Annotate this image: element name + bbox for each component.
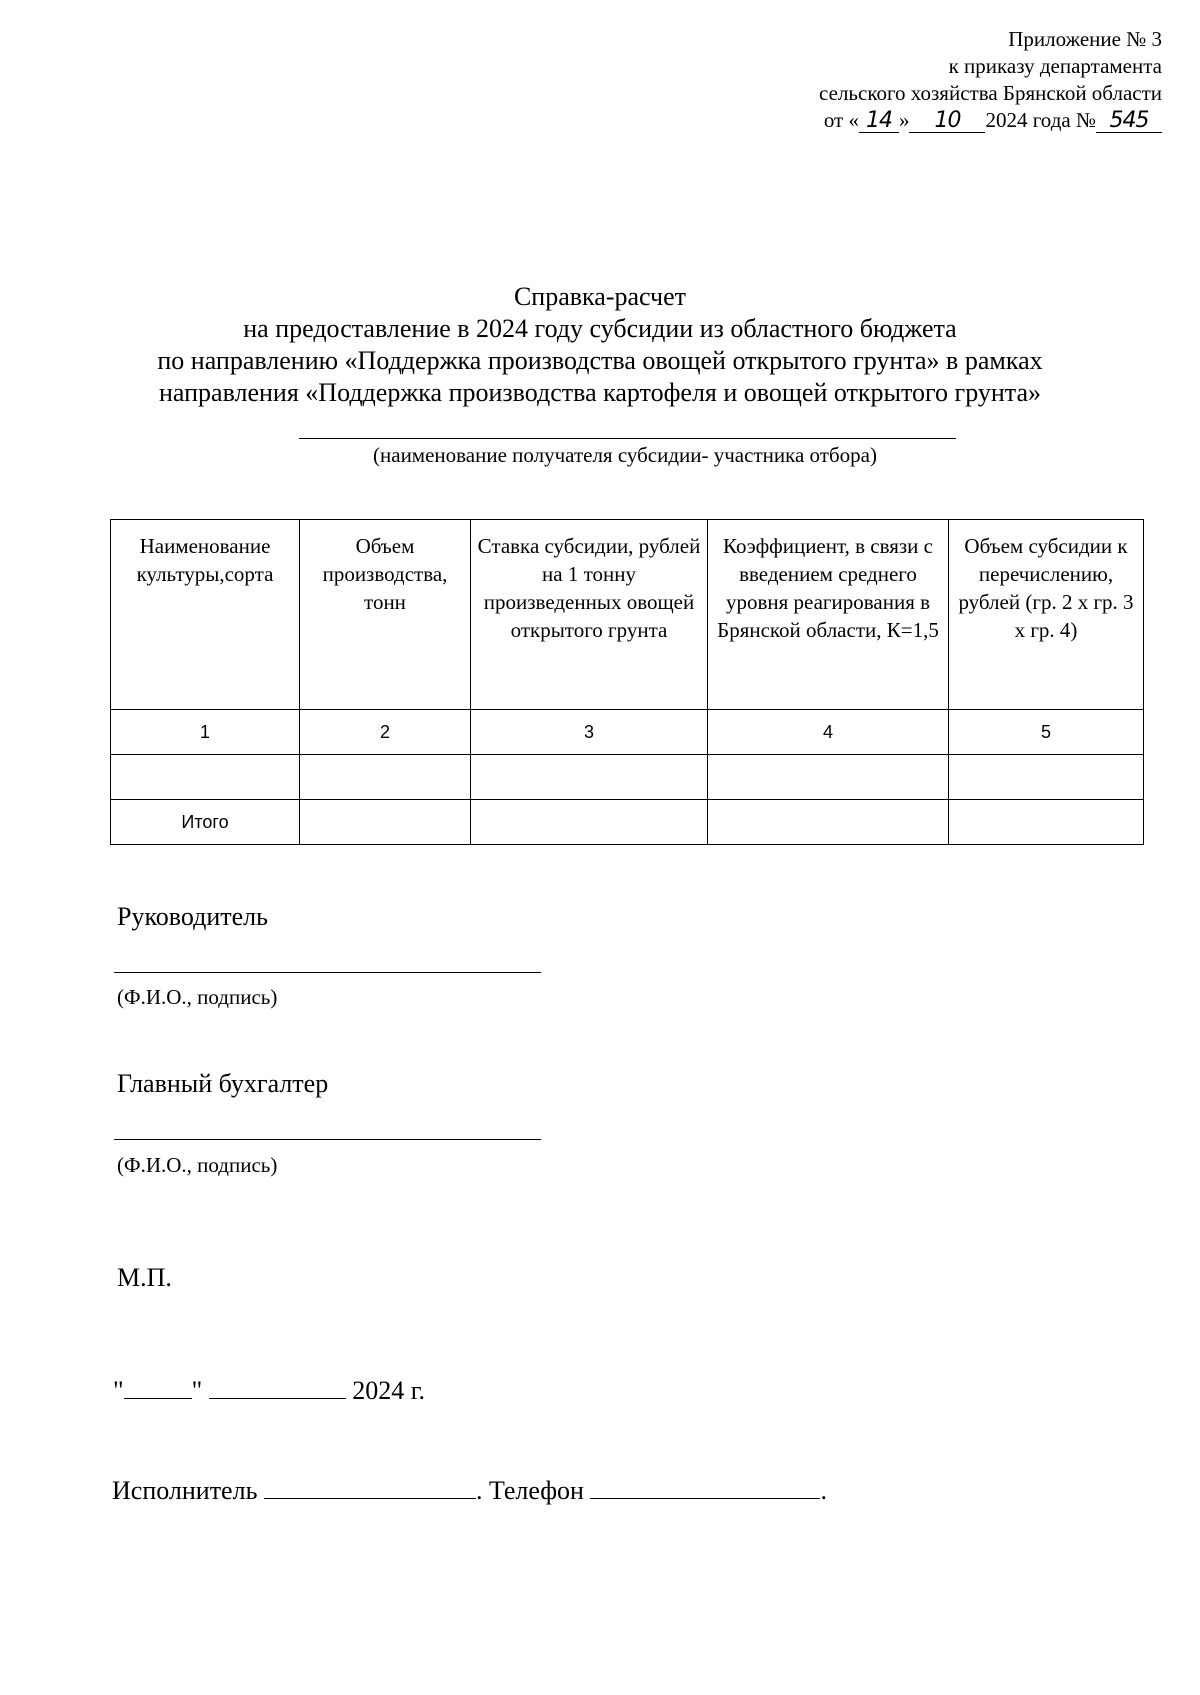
column-number: 2 [300,710,471,755]
header-production-volume: Объем производства, тонн [300,520,471,710]
table-cell[interactable] [471,755,708,800]
executor-blank[interactable] [264,1472,476,1499]
column-number: 5 [949,710,1144,755]
table-cell[interactable] [708,755,949,800]
director-caption: (Ф.И.О., подпись) [117,985,278,1009]
date-year: 2024 года № [985,108,1096,132]
column-number: 4 [708,710,949,755]
table-cell[interactable] [300,755,471,800]
header-crop-name: Наименование культуры,сорта [111,520,300,710]
table-row [111,755,1144,800]
appendix-number: Приложение № 3 [1008,27,1162,51]
calculation-table [110,519,1144,845]
recipient-name-line[interactable] [299,438,956,439]
director-label: Руководитель [117,902,268,931]
accountant-label: Главный бухгалтер [117,1069,329,1098]
header-subsidy-amount: Объем субсидии к перечислению, рублей (гр. 2 х гр. 3 х гр. 4) [949,520,1144,710]
appendix-department: сельского хозяйства Брянской области [819,81,1162,105]
table-cell[interactable] [949,755,1144,800]
title-line-1: Справка-расчет [513,282,687,311]
title-line-3: по направлению «Поддержка производства овощей открытого грунта» в рамках [157,346,1043,375]
document-title [0,281,1200,409]
header-subsidy-rate: Ставка субсидии, рублей на 1 тонну произведенных овощей открытого грунта [471,520,708,710]
table-cell[interactable] [471,800,708,845]
column-number: 3 [471,710,708,755]
appendix-header [702,26,1162,134]
title-line-4: направления «Поддержка производства картофеля и овощей открытого грунта» [159,378,1041,407]
order-number: 545 [1096,110,1162,133]
date-month: 10 [909,110,985,133]
date-day-blank[interactable] [124,1372,192,1399]
table-number-row [111,710,1144,755]
total-label: Итого [111,800,300,845]
accountant-caption: (Ф.И.О., подпись) [117,1153,278,1177]
table-total-row [111,800,1144,845]
executor-label: Исполнитель [112,1476,258,1505]
table-header-row [111,520,1144,710]
accountant-signature-line[interactable] [114,1139,541,1140]
director-signature-line[interactable] [114,972,541,973]
table-cell[interactable] [708,800,949,845]
date-month-blank[interactable] [209,1372,346,1399]
table-cell[interactable] [949,800,1144,845]
date-day: 14 [859,110,899,133]
header-coefficient: Коэффициент, в связи с введением среднего уровня реагирования в Брянской области, К=1,5 [708,520,949,710]
appendix-order-ref: к приказу департамента [948,54,1162,78]
stamp-place: М.П. [117,1263,172,1292]
date-field: " " 2024 г. [113,1372,425,1406]
recipient-caption: (наименование получателя субсидии- участника отбора) [373,443,877,467]
table-cell[interactable] [111,755,300,800]
phone-label: . Телефон [475,1476,584,1505]
executor-field: Исполнитель . Телефон . [112,1472,827,1506]
phone-blank[interactable] [590,1472,820,1499]
column-number: 1 [111,710,300,755]
date-year: 2024 г. [352,1376,425,1405]
table-cell[interactable] [300,800,471,845]
title-line-2: на предоставление в 2024 году субсидии из областного бюджета [243,314,957,343]
appendix-date-line: от « 14 » 10 2024 года № 545 [702,107,1162,134]
